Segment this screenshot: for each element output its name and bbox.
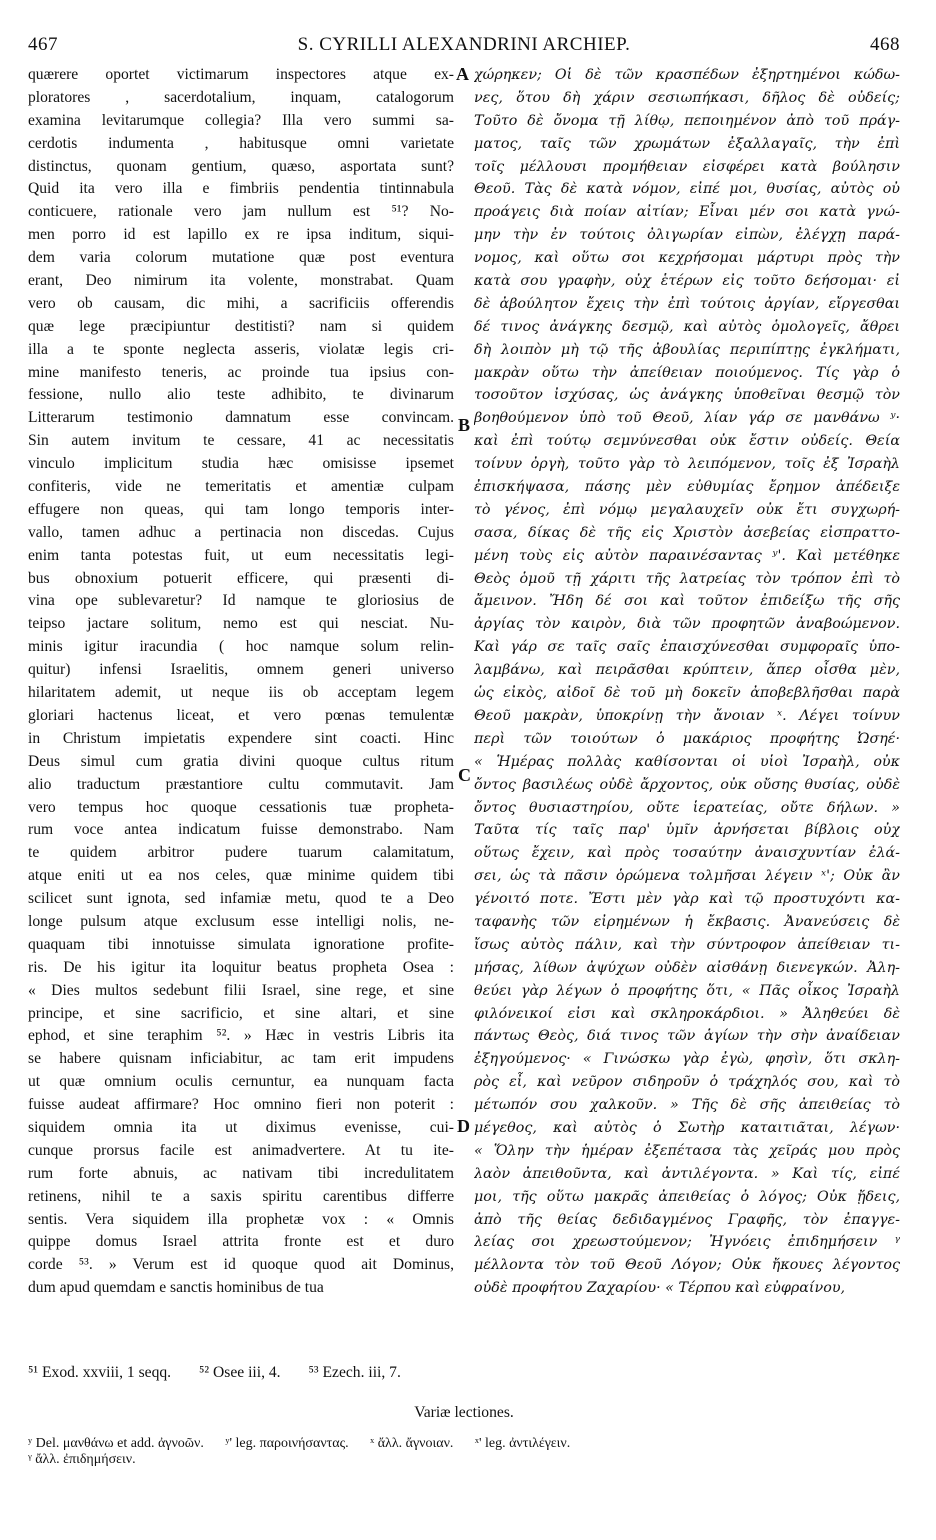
page-number-right: 468 — [870, 34, 900, 55]
latin-text-line: alio traductum præstantiore cultu commutavit. Jam — [28, 775, 454, 793]
greek-text-line: ἄμεινον. Ἤδη δέ σοι καὶ τοῦτον ἐπιδείξω τῆς σῆς — [474, 593, 900, 610]
greek-text-line: ὄντος θυσιαστηρίου, οὔτε ἱερατείας, οὔτε δήλων. » — [474, 799, 900, 816]
latin-text-line: minis igitur iracundia ( hoc namque solum relin- — [28, 638, 454, 656]
variant-reading: ᵞ ἄλλ. ἐπιδημήσειν. — [28, 1452, 136, 1467]
greek-text-line: τοῖς μέλλουσι προμήθειαν εἰσφέρει κατὰ βούλησιν — [474, 158, 900, 175]
latin-text-line: bus obnoxium potuerit efficere, qui præsenti di- — [28, 569, 454, 587]
running-title: S. CYRILLI ALEXANDRINI ARCHIEP. — [297, 34, 631, 55]
greek-text-line: σει, ὡς τὰ πᾶσιν ὁρώμενα τολμῆσαι λέγειν ˣ'; Οὐκ ἂν — [474, 868, 900, 885]
latin-text-line: vero tempus hoc quoque cessationis tuæ propheta- — [28, 798, 454, 816]
latin-text-line: vina ope sublevaretur? Id namque te gloriosius de — [28, 592, 454, 610]
greek-text-line: γένοιτό ποτε. Ἔστι μὲν γὰρ καὶ τῷ προστυχόντι κα- — [474, 891, 900, 908]
greek-text-line: ὄντος βασιλέως οὐδὲ ἄρχοντος, οὐκ οὔσης θυσίας, οὐδὲ — [474, 776, 900, 793]
latin-text-line: fessione, nullo alio teste adhibito, te divinarum — [28, 386, 454, 404]
page-header — [28, 34, 900, 56]
greek-text-line: μην τὴν ἐν τούτοις ὀλιγωρίαν εἰπὼν, ἐλέγχῃ παρά- — [474, 227, 900, 244]
latin-text-line: vinculo implicitum studia hæc omisisse ipsemet — [28, 455, 454, 473]
latin-text-line: mine manifesto teneris, ac proinde tua ipsius con- — [28, 363, 454, 381]
greek-text-line: ματος, ταῖς τῶν χρωμάτων ἐξαλλαγαῖς, τὴν ἐπὶ — [474, 135, 900, 152]
greek-text-line: μακρὰν οὕτω τὴν ἀπείθειαν ποιούμενος. Τίς γὰρ ὁ — [474, 364, 900, 381]
latin-text-line: hilaritatem ademit, ut neque iis ob acceptam legem — [28, 684, 454, 702]
greek-text-line: νες, ὅτου δὴ χάριν σεσιωπήκασι, δῆλος δὲ οὐδείς; — [474, 89, 900, 106]
greek-text-line: ρὸς εἶ, καὶ νεῦρον σιδηροῦν ὁ τράχηλός σου, καὶ τὸ — [474, 1074, 900, 1091]
greek-text-line: μήσας, λίθων ἀψύχων οὐδὲν αἰσθάνῃ διενεγκών. Ἀλη- — [474, 959, 900, 976]
footnote: ⁵² Osee iii, 4. — [199, 1364, 281, 1381]
greek-text-line: περὶ τῶν τοιούτων ὁ μακάριος προφήτης Ὠσηέ· — [474, 730, 900, 747]
latin-text-line: scilicet sunt ignota, sed infamiæ metu, quod te a Deo — [28, 890, 454, 908]
greek-text-line: κατὰ σου γραφὴν, οὐχ ἑτέρων εἰς τοῦτο δεήσομαι· εἰ — [474, 273, 900, 290]
greek-text-line: θεύει γὰρ λέγων ὁ προφήτης ὅτι, « Πᾶς οἶκος Ἰσραὴλ — [474, 982, 900, 999]
latin-text-line: quippe domus Israel attrita fronte est et duro — [28, 1233, 454, 1251]
greek-text-line: Θεοῦ. Τὰς δὲ κατὰ νόμον, εἰπέ μοι, θυσίας, αὐτὸς οὐ — [474, 181, 900, 198]
latin-text-line: examina levitarumque collegia? Illa vero summi sa- — [28, 111, 454, 129]
latin-text-line: teipso jactare solitum, nemo est qui nesciat. Nu- — [28, 615, 454, 633]
latin-text-line: in Christum impietatis expendere sint coacti. Hinc — [28, 729, 454, 747]
latin-text-line: te quidem arbitror pudere tuarum calamitatum, — [28, 844, 454, 862]
latin-text-line: « Dies multos sedebunt filii Israel, sine rege, et sine — [28, 981, 454, 999]
greek-text-line: λαμβάνω, καὶ πειρᾶσθαι κρύπτειν, ἅπερ οἶσθα μὲν, — [474, 662, 900, 679]
latin-text-line: Deus simul cum gratia divini quoque cultus ritum — [28, 752, 454, 770]
latin-text-line: effugere non queas, qui tam longo temporis inter- — [28, 500, 454, 518]
variant-reading: ˣ ἄλλ. ἄγνοιαν. — [370, 1436, 454, 1451]
latin-text-line: erant, Deo nimirum ita volente, monstrabat. Quam — [28, 272, 454, 290]
page-number-left: 467 — [28, 34, 58, 55]
greek-text-line: μέτωπόν σου χαλκοῦν. » Τῆς δὲ σῆς ἀπειθείας τὸ — [474, 1097, 900, 1114]
greek-text-line: ταφανὴς τῶν εἰρημένων ἡ ἔκβασις. Ἀνανεύσεις δὲ — [474, 913, 900, 930]
variant-reading: ʸ' leg. παροινήσαντας. — [225, 1436, 349, 1451]
margin-mark-b: B — [458, 415, 471, 435]
latin-text-line: dum apud quemdam e sanctis hominibus de tua — [28, 1279, 324, 1297]
greek-text-line: βοηθούμενον ὑπὸ τοῦ Θεοῦ, λίαν γάρ σε μανθάνω ʸ· — [474, 410, 900, 427]
latin-text-line: Quid ita vero illa e fimbriis pendentia tintinnabula — [28, 180, 454, 198]
latin-text-line: ris. De his igitur ita loquitur beatus propheta Osea : — [28, 958, 454, 976]
footnotes — [28, 1364, 900, 1382]
latin-text-line: fuisse audeat affirmare? Hoc omnino fieri non poterit : — [28, 1096, 454, 1114]
latin-text-line: vero ob causam, dic mihi, a sacrificiis offerendis — [28, 294, 454, 312]
variae-lectiones-title: Variæ lectiones. — [414, 1404, 514, 1421]
greek-text-line: λείας σοι χρεωστούμενον; Ἠγνόεις ἐπιδημήσειν ᵞ — [474, 1234, 900, 1251]
greek-text-line: ἀπὸ τῆς θείας δεδιδαγμένος Γραφῆς, τὸν ἐπαγγε- — [474, 1211, 900, 1228]
greek-text-line: ἴσως αὐτὸς πάλιν, καὶ τὴν σύντροφον ἀπείθειαν τι- — [474, 936, 900, 953]
variae-lectiones — [28, 1436, 900, 1468]
latin-text-line: illa a te sponte neglecta asseris, violatæ legis cri- — [28, 340, 454, 358]
latin-text-line: quitur) infensi Israelitis, omnem generi universo — [28, 661, 454, 679]
greek-text-line: μέγεθος, καὶ αὐτὸς ὁ Σωτὴρ καταιτιᾶται, λέγων· — [474, 1119, 900, 1136]
greek-text-line: πάντως Θεὸς, διά τινος τῶν ἁγίων τὴν σὴν ἀναίδειαν — [474, 1028, 900, 1045]
latin-text-line: Litterarum testimonio damnatum esse convincam. — [28, 409, 454, 427]
latin-text-line: dem varia colorum mutatione quæ post eventura — [28, 249, 454, 267]
latin-text-line: ploratores , sacerdotalium, inquam, catalogorum — [28, 88, 454, 106]
latin-text-line: quaquam tibi innotuisse simulata ignoratione profite- — [28, 935, 454, 953]
greek-text-line: σασα, δίκας δὲ τῆς εἰς Χριστὸν ἀσεβείας εἰσπραττο- — [474, 524, 900, 541]
latin-text-line: cerdotis indumenta , habitusque omni varietate — [28, 134, 454, 152]
latin-text-line: sentis. Vera siquidem illa prophetæ vox : « Omnis — [28, 1210, 454, 1228]
latin-text-line: men porro id est lapillo ex re ipsa inditum, siqui- — [28, 226, 454, 244]
margin-mark-a: A — [456, 64, 469, 84]
latin-text-line: corde ⁵³. » Verum est id quoque quod ait Dominus, — [28, 1256, 454, 1274]
latin-text-line: rum forte abnuis, ac nativam tibi incredulitatem — [28, 1164, 454, 1182]
latin-text-line: quærere oportet victimarum inspectores atque ex- — [28, 66, 454, 83]
greek-text-line: Ταῦτα τίς ταῖς παρ' ὑμῖν ἀρνήσεται βίβλοις οὐχ — [474, 822, 900, 839]
greek-text-line: Θεὸς ὁμοῦ τῇ χάριτι τῆς λατρείας τὸν τρόπον ἐπὶ τὸ — [474, 570, 900, 587]
variant-reading: ʸ Del. μανθάνω et add. ἀγνοῶν. — [28, 1436, 204, 1451]
latin-text-line: gloriari hactenus liceat, et vero pœnas temulentæ — [28, 706, 454, 724]
greek-text-line: δὴ λοιπὸν μὴ τῷ τῆς ἀβουλίας περιπίπτῃς ἐγκλήματι, — [474, 341, 900, 358]
greek-text-line: μένη τοὺς εἰς αὐτὸν παραινέσαντας ʸ'. Καὶ μετέθηκε — [474, 547, 900, 564]
greek-text-line: Θεοῦ μακρὰν, ὑποκρίνῃ τὴν ἄνοιαν ˣ. Λέγει τοίνυν — [474, 707, 900, 724]
margin-mark-d: D — [457, 1116, 470, 1136]
greek-text-line: ἀργίας τὸν καιρὸν, διὰ τῶν προφητῶν ἀναβοώμενον. — [474, 616, 900, 633]
greek-text-line: ἐπισκήψασα, πάσης μὲν εὐθυμίας ἔρημον ἀπέδειξε — [474, 479, 900, 496]
greek-text-line: τοσοῦτον ἰσχύσας, ὡς ἀνάγκης ὑποθεῖναι θεσμῷ τὸν — [474, 387, 900, 404]
latin-text-line: rum voce antea indicatum fuisse demonstrabo. Nam — [28, 821, 454, 839]
greek-text-line: τοίνυν ὀργὴ, τοῦτο γὰρ τὸ λειπόμενον, τοῖς ἐξ Ἰσραὴλ — [474, 456, 900, 473]
latin-text-line: ephod, et sine teraphim ⁵². » Hæc in vestris Libris ita — [28, 1027, 454, 1045]
footnote: ⁵³ Ezech. iii, 7. — [308, 1364, 401, 1381]
greek-text-line: ἐξηγούμενος· « Γινώσκω γὰρ ἐγὼ, φησὶν, ὅτι σκλη- — [474, 1051, 900, 1068]
greek-column — [474, 64, 900, 1300]
latin-text-line: cunque prorsus facile est animadvertere. At tu ite- — [28, 1141, 454, 1159]
latin-text-line: vallo, tamen adhuc a pertinacia non discedas. Cujus — [28, 523, 454, 541]
greek-text-line: Τοῦτο δὲ ὄνομα τῇ λίθῳ, πεποιημένον ἀπὸ τοῦ πράγ- — [474, 112, 900, 129]
greek-text-line: λαὸν ἀπειθοῦντα, καὶ ἀντιλέγοντα. » Καὶ τίς, εἰπέ — [474, 1165, 900, 1182]
greek-text-line: « Ὅλην τὴν ἡμέραν ἐξεπέτασα τὰς χεῖράς μου πρὸς — [474, 1142, 900, 1159]
greek-text-line: μέλλοντα τὸν τοῦ Θεοῦ Λόγον; Οὐκ ἤκουες λέγοντος — [474, 1257, 900, 1274]
latin-text-line: Sin autem invitum te cessare, 41 ac necessitatis — [28, 432, 454, 450]
latin-text-line: atque eniti ut ea nos celes, quæ minime quidem tibi — [28, 867, 454, 885]
latin-text-line: principe, et sine sacrificio, et sine altari, et sine — [28, 1004, 454, 1022]
margin-mark-c: C — [458, 765, 471, 785]
greek-text-line: καὶ ἐπὶ τούτῳ σεμνύνεσθαι οὐκ ἔστιν οὐδείς. Θεία — [474, 433, 900, 450]
latin-text-line: se habere quisnam inficiabitur, ac tam erit impudens — [28, 1050, 454, 1068]
greek-text-line: νομος, καὶ οὕτω σοι κεχρήσομαι μάρτυρι πρὸς τὴν — [474, 250, 900, 267]
greek-text-line: δέ τινος ἀνάγκης δεσμῷ, καὶ αὐτὸς ὁμολογεῖς, ἄθρει — [474, 318, 900, 335]
latin-text-line: longe pulsum atque exclusum esse intelligi nolis, ne- — [28, 912, 454, 930]
greek-text-line: οὐδὲ προφήτου Ζαχαρίου· « Τέρπου καὶ εὐφραίνου, — [474, 1280, 846, 1297]
latin-text-line: confiteris, vide ne temeritatis et amentiæ culpam — [28, 478, 454, 496]
greek-text-line: Καὶ γάρ σε ταῖς σαῖς ἐπαισχύνεσθαι συμφοραῖς ὑπο- — [474, 639, 900, 656]
latin-text-line: quæ lege præcipiuntur destitisti? nam si quidem — [28, 317, 454, 335]
greek-text-line: προάγεις διὰ ποίαν αἰτίαν; Εἶναι μέν σοι κατὰ γνώ- — [474, 204, 900, 221]
greek-text-line: χώρηκεν; Οἱ δὲ τῶν κρασπέδων ἐξηρτημένοι κώδω- — [474, 67, 900, 83]
variant-reading: ˣ' leg. ἀντιλέγειν. — [474, 1436, 571, 1451]
greek-text-line: τὸ γένος, ἐπὶ νόμῳ μεγαλαυχεῖν οὐκ ἔτι συγχωρή- — [474, 501, 900, 518]
greek-text-line: μοι, τῆς οὕτω μακρᾶς ἀπειθείας ὁ λόγος; Οὐκ ᾔδεις, — [474, 1188, 900, 1205]
greek-text-line: ὡς εἰκὸς, αἰδοῖ δὲ τοῦ μὴ δοκεῖν ἀποβεβλῆσθαι παρὰ — [474, 685, 900, 702]
latin-text-line: ut quæ omnium oculis cernuntur, ea nunquam facta — [28, 1073, 454, 1091]
greek-text-line: δὲ ἀβούλητον ἔχεις τὴν ἐπὶ τούτοις ἀργίαν, εἴργεσθαι — [474, 295, 900, 312]
greek-text-line: οὕτως ἔχειν, καὶ πρὸς τοσαύτην ἀναισχυντίαν ἐλά- — [474, 845, 900, 862]
footnote: ⁵¹ Exod. xxviii, 1 seqq. — [28, 1364, 172, 1381]
latin-text-line: siquidem omnia ita ut diximus evenisse, cui- — [28, 1118, 454, 1136]
latin-text-line: distinctus, quonam gentium, quæso, asportata sunt? — [28, 157, 454, 175]
latin-text-line: conticuere, rationale vero jam nullum est ⁵¹? No- — [28, 203, 454, 221]
greek-text-line: « Ἡμέρας πολλὰς καθίσονται οἱ υἱοὶ Ἰσραὴλ, οὐκ — [474, 753, 900, 770]
latin-text-line: retinens, nihil te a saxis spiritu carentibus differre — [28, 1187, 454, 1205]
latin-text-line: enim tanta potestas fuit, ut eum necessitatis legi- — [28, 546, 454, 564]
greek-text-line: φιλόνεικοί εἰσι καὶ σκληροκάρδιοι. » Ἀληθεύει δὲ — [474, 1005, 900, 1022]
latin-column — [28, 64, 454, 1300]
